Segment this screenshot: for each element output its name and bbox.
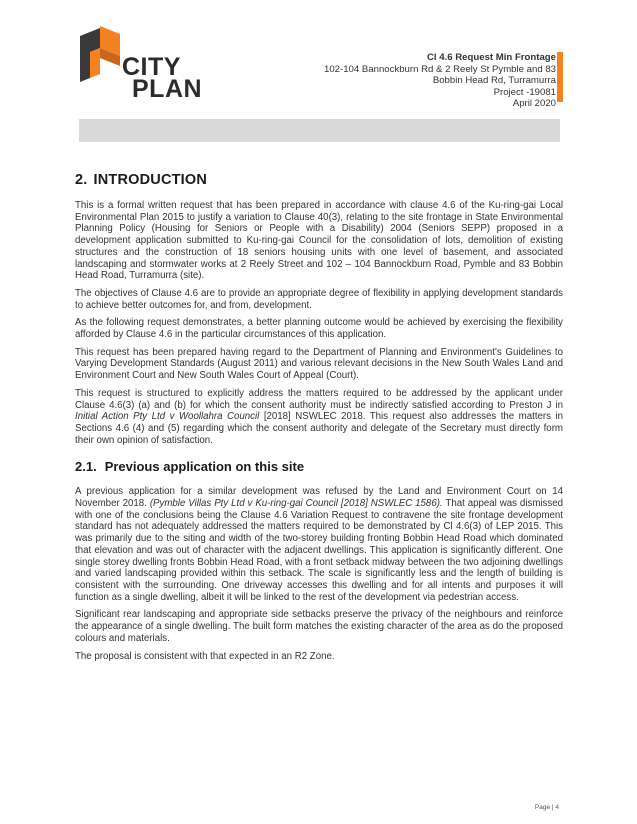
intro-paragraph-5-b: [2018] NSWLEC 2018. This request also addresses the matters in Sections 4.6 (4) and (5) regarding which the consent authority and delegate of the Secretary must directly form their own opinion of satisfaction. xyxy=(75,411,564,446)
prev-paragraph-2: Significant rear landscaping and appropriate side setbacks preserve the privacy of the neighbours and reinforce the appearance of a single dwelling. The built form matches the existing character of the area as do the proposed colours and materials. xyxy=(75,609,563,644)
intro-paragraph-3: As the following request demonstrates, a better planning outcome would be achieved by exercising the flexibility afforded by Clause 4.6 in the particular circumstances of this application. xyxy=(75,317,563,341)
city-plan-logo xyxy=(76,26,226,102)
intro-paragraph-2: The objectives of Clause 4.6 are to provide an appropriate degree of flexibility in applying development standards to achieve better outcomes for, and from, development. xyxy=(75,287,563,311)
case-citation-initial-action: Initial Action Pty Ltd v Woollahra Council xyxy=(75,411,260,423)
project-number: Project -19081 xyxy=(493,86,556,98)
logo-line-1: CITY xyxy=(122,53,181,81)
logo-line-2: PLAN xyxy=(132,75,203,103)
subsection-number: 2.1. xyxy=(75,459,97,475)
subsection-heading xyxy=(75,459,563,474)
logo-mark-icon xyxy=(76,26,124,86)
logo-wordmark xyxy=(122,53,203,103)
address-line-1: 102-104 Bannockburn Rd & 2 Reely St Pymble and 83 xyxy=(324,63,556,75)
address-line-2: Bobbin Head Rd, Turramurra xyxy=(432,75,556,87)
case-citation-pymble-villas: (Pymble Villas Pty Ltd v Ku-ring-gai Council [2018] NSWLEC 1586). xyxy=(149,498,443,510)
prev-paragraph-1-a: A previous application for a similar development was refused by the Land and Environment Court on 14 November 2018. xyxy=(75,486,563,510)
document-date: April 2020 xyxy=(512,98,556,110)
section-heading xyxy=(75,172,563,188)
intro-paragraph-4: This request has been prepared having regard to the Department of Planning and Environment's Guidelines to Varying Development Standards (August 2011) and various relevant decisions in the New South Wales Land and Environment Court and New South Wales Court of Appeal (Court). xyxy=(75,346,563,382)
section-number: 2. xyxy=(75,172,88,188)
intro-paragraph-5 xyxy=(75,388,563,447)
section-title: INTRODUCTION xyxy=(93,172,208,188)
header-accent-bar xyxy=(557,52,563,102)
document-title: Cl 4.6 Request Min Frontage xyxy=(426,52,556,63)
header-divider-band xyxy=(79,119,560,142)
prev-paragraph-1 xyxy=(75,486,563,603)
document-header-info xyxy=(256,52,556,110)
intro-paragraph-1: This is a formal written request that has been prepared in accordance with clause 4.6 of the Ku-ring-gai Local Environmental Plan 2015 to justify a variation to Clause 40(3), relating to the site frontage in State Environmental Planning Policy (Housing for Seniors or People with a Disability) 2004 (Seniors SEPP) proposed in a development application submitted to Ku-ring-gai Council for the consolidation of lots, demolition of existing structures and the construction of 18 seniors housing units with one level of basement, and associated landscaping and stormwater works at 2 Reely Street and 102 – 104 Bannockburn Road, Pymble and 83 Bobbin Head Road, Turramurra (site). xyxy=(75,200,563,282)
intro-paragraph-5-a: This request is structured to explicitly address the matters required to be addressed by the applicant under Clause 4.6(3) (a) and (b) for which the consent authority must be indirectly satisfied according to Preston J in xyxy=(75,387,563,411)
subsection-title: Previous application on this site xyxy=(104,459,305,475)
page-number: Page | 4 xyxy=(534,804,559,811)
prev-paragraph-1-b: That appeal was dismissed with one of the conclusions being the Clause 4.6 Variation Request to contravene the site frontage development standard has not adequately addressed the matters required to be demonstrated by Cl 4.6(3) of LEP 2015. This was primarily due to the siting and width of the two-storey building fronting Bobbin Head Road which dominated that elevation and was out of character with the adjacent dwellings. This application is significantly different. One single storey dwelling fronts Bobbin Head Road, with a front setback midway between the two adjoining dwellings and varied landscaping provided within this setback. The scale is significantly less and the length of building is consistent with the surrounding. One driveway accesses this dwelling and for all intents and purposes it will function as a single dwelling, albeit it will be linked to the rest of the development via pedestrian access. xyxy=(75,498,563,603)
prev-paragraph-3: The proposal is consistent with that expected in an R2 Zone. xyxy=(75,650,335,662)
document-body xyxy=(75,172,563,668)
